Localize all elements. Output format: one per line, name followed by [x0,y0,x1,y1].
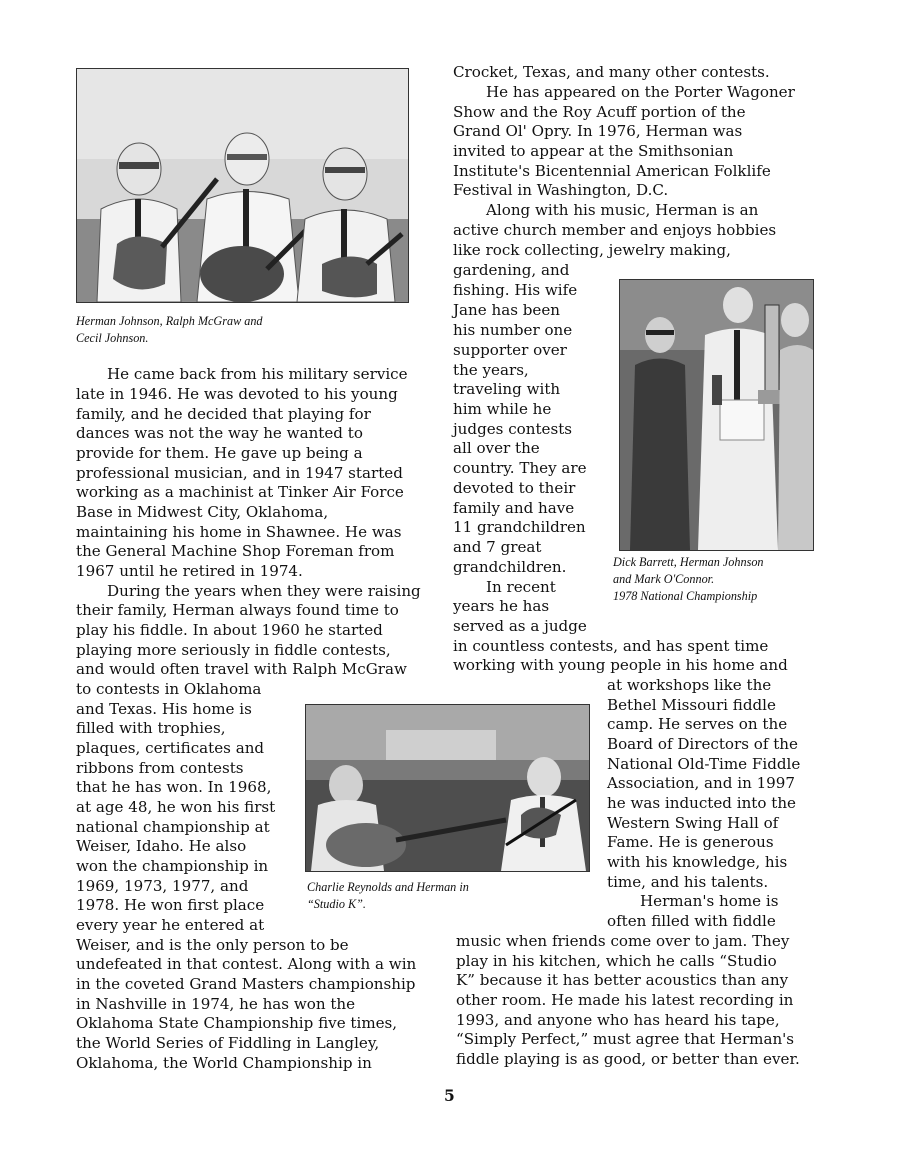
text-line: won the championship in [76,857,269,875]
text-line: country. They are [453,459,587,477]
text-line: years he has [453,597,550,615]
text-line: all over the [453,439,540,457]
text-line: “Simply Perfect,” must agree that Herman's [456,1030,795,1048]
text-line: in Nashville in 1974, he has won the [76,995,356,1013]
text-line: play in his kitchen, which he calls “Studio [456,952,777,970]
text-line: Show and the Roy Acuff portion of the [453,103,746,121]
text-line: and 7 great [453,538,542,556]
text-line: to contests in Oklahoma [76,680,262,698]
text-line: and would often travel with Ralph McGraw [76,660,407,678]
text-line: working with young people in his home and [453,656,788,674]
text-line: the World Series of Fiddling in Langley, [76,1034,380,1052]
text-line: invited to appear at the Smithsonian [453,142,734,160]
text-line: at age 48, he won his first [76,798,276,816]
text-line: every year he entered at [76,916,265,934]
text-line: Along with his music, Herman is an [486,201,759,219]
text-line: he was inducted into the [607,794,796,812]
text-line: maintaining his home in Shawnee. He was [76,523,402,541]
text-line: Western Swing Hall of [607,814,779,832]
text-line: that he has won. In 1968, [76,778,272,796]
text-line: their family, Herman always found time to [76,601,399,619]
text-line: the years, [453,361,529,379]
text-line: served as a judge [453,617,587,635]
text-line: plaques, certificates and [76,739,265,757]
text-line: Jane has been [453,301,561,319]
text-line: his number one [453,321,573,339]
photo-johnson-mcgraw-image [77,69,408,302]
text-line: in countless contests, and has spent time [453,637,769,655]
text-line: 1993, and anyone who has heard his tape, [456,1011,780,1029]
text-line: him while he [453,400,552,418]
text-line: provide for them. He gave up being a [76,444,363,462]
text-line: family and have [453,499,575,517]
text-line: active church member and enjoys hobbies [453,221,777,239]
text-line: national championship at [76,818,270,836]
text-line: judges contests [453,420,573,438]
text-line: traveling with [453,380,561,398]
text-line: like rock collecting, jewelry making, [453,241,731,259]
text-line: time, and his talents. [607,873,769,891]
text-line: camp. He serves on the [607,715,788,733]
text-line: Weiser, and is the only person to be [76,936,349,954]
caption-photo-1: Herman Johnson, Ralph McGraw and Cecil Johnson. [76,314,263,345]
text-line: working as a machinist at Tinker Air Force [76,483,404,501]
text-line: During the years when they were raising [107,582,421,600]
text-line: gardening, and [453,261,570,279]
text-line: undefeated in that contest. Along with a win [76,955,417,973]
text-line: 1978. He won first place [76,896,265,914]
text-line: dances was not the way he wanted to [76,424,363,442]
text-line: Association, and in 1997 [607,774,795,792]
photo-1978-championship [619,279,814,551]
text-line: play his fiddle. In about 1960 he started [76,621,383,639]
text-line: fishing. His wife [453,281,578,299]
text-line: 1969, 1973, 1977, and [76,877,249,895]
text-line: In recent [486,578,556,596]
text-line: supporter over [453,341,567,359]
caption-photo-2: Dick Barrett, Herman Johnson and Mark O'Connor. 1978 National Championship [613,555,764,603]
text-line: Institute's Bicentennial American Folklife [453,162,771,180]
page-number: 5 [444,1086,455,1105]
text-line: the General Machine Shop Foreman from [76,542,395,560]
text-line: Oklahoma State Championship five times, [76,1014,398,1032]
caption-photo-3: Charlie Reynolds and Herman in “Studio K”. [307,880,469,911]
text-line: often filled with fiddle [607,912,776,930]
text-line: K” because it has better acoustics than any [456,971,789,989]
photo-1978-championship-image [620,280,813,550]
text-line: professional musician, and in 1947 started [76,464,403,482]
text-line: Weiser, Idaho. He also [76,837,247,855]
text-line: ribbons from contests [76,759,244,777]
text-line: Board of Directors of the [607,735,798,753]
text-line: late in 1946. He was devoted to his young [76,385,398,403]
text-line: Crocket, Texas, and many other contests. [453,63,770,81]
text-line: 1967 until he retired in 1974. [76,562,303,580]
photo-studio-k-image [306,705,589,871]
text-line: grandchildren. [453,558,567,576]
photo-johnson-mcgraw [76,68,409,303]
text-line: Festival in Washington, D.C. [453,181,669,199]
text-line: family, and he decided that playing for [76,405,371,423]
photo-studio-k [305,704,590,872]
text-line: National Old-Time Fiddle [607,755,801,773]
text-line: Oklahoma, the World Championship in [76,1054,372,1072]
text-line: devoted to their [453,479,576,497]
text-line: Herman's home is [640,892,779,910]
text-line: 11 grandchildren [453,518,586,536]
text-line: Grand Ol' Opry. In 1976, Herman was [453,122,743,140]
text-line: He came back from his military service [107,365,408,383]
text-line: playing more seriously in fiddle contests, [76,641,391,659]
text-line: Bethel Missouri fiddle [607,696,776,714]
text-line: filled with trophies, [76,719,226,737]
text-line: He has appeared on the Porter Wagoner [486,83,795,101]
text-line: music when friends come over to jam. They [456,932,790,950]
text-line: at workshops like the [607,676,772,694]
text-line: in the coveted Grand Masters championship [76,975,416,993]
text-line: Fame. He is generous [607,833,774,851]
text-line: other room. He made his latest recording in [456,991,794,1009]
text-line: and Texas. His home is [76,700,252,718]
text-line: Base in Midwest City, Oklahoma, [76,503,329,521]
text-line: with his knowledge, his [607,853,788,871]
text-line: fiddle playing is as good, or better than ever. [456,1050,800,1068]
